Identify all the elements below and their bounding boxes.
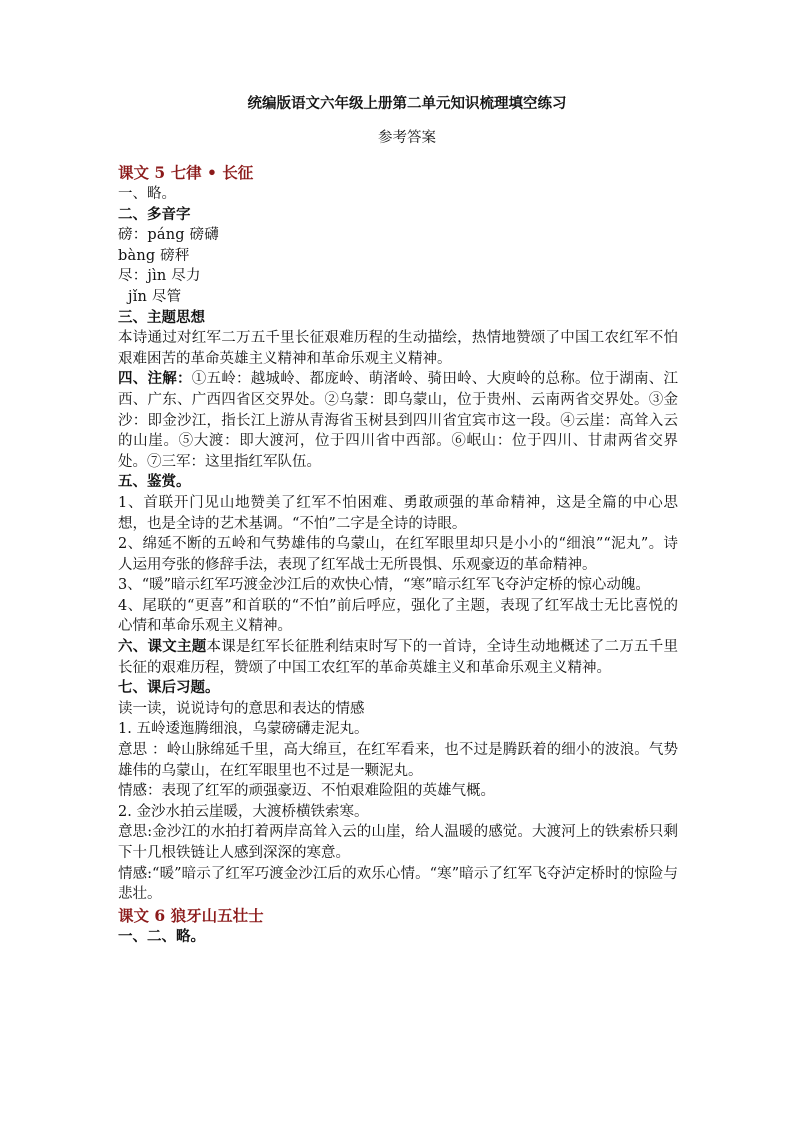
lesson-5-heading: 课文 5 七律 • 长征 bbox=[118, 163, 254, 182]
annotations-label: 四、注解： bbox=[118, 370, 192, 388]
document-title: 统编版语文六年级上册第二单元知识梳理填空练习 bbox=[247, 95, 567, 112]
lesson-5-theme-summary bbox=[118, 637, 678, 678]
lesson-6-section-1: 一、二、略。 bbox=[118, 927, 205, 945]
lesson-5-section-7-heading: 七、课后习题。 bbox=[118, 679, 220, 697]
document-page bbox=[118, 94, 678, 947]
annotations-text: ①五岭：越城岭、都庞岭、萌渚岭、骑田岭、大庾岭的总称。位于湖南、江西、广东、广西四省区交界处。②乌蒙：即乌蒙山，位于贵州、云南两省交界处。③金沙：即金沙江，指长江上游从青海省玉树县到四川省宜宾市这一段。④云崖：高耸入云的山崖。⑤大渡：即大渡河，位于四川省中西部。⑥岷山：位于四川、甘肃两省交界处。⑦三军：这里指红军队伍。 bbox=[118, 371, 678, 470]
lesson-5-section-1: 一、略。 bbox=[118, 186, 176, 202]
appreciation-item-2: 2、绵延不断的五岭和气势雄伟的乌蒙山，在红军眼里却只是小小的“细浪”“泥丸”。诗人运用夸张的修辞手法，表现了红军战士无所畏惧、乐观豪迈的革命精神。 bbox=[118, 536, 678, 573]
exercise-question-1: 1. 五岭逶迤腾细浪，乌蒙磅礴走泥丸。 bbox=[118, 721, 369, 738]
lesson-5-section-2-heading: 二、多音字 bbox=[118, 205, 191, 223]
exercise-2-meaning: 意思:金沙江的水拍打着两岸高耸入云的山崖，给人温暖的感觉。大渡河上的铁索桥只剩下十几根铁链让人感到深深的寒意。 bbox=[118, 824, 678, 861]
exercise-intro: 读一读，说说诗句的意思和表达的情感 bbox=[118, 700, 365, 717]
appreciation-item-3: 3、“暖”暗示红军巧渡金沙江后的欢快心情，“寒”暗示红军飞夺泸定桥的惊心动魄。 bbox=[118, 577, 650, 594]
polyphone-line-1: 磅：páng 磅礴 bbox=[118, 227, 219, 244]
lesson-5-section-3-heading: 三、主题思想 bbox=[118, 308, 205, 326]
appreciation-item-1: 1、首联开门见山地赞美了红军不怕困难、勇敢顽强的革命精神，这是全篇的中心思想，也是全诗的艺术基调。“不怕”二字是全诗的诗眼。 bbox=[118, 494, 678, 532]
exercise-question-2: 2. 金沙水拍云崖暖，大渡桥横铁索寒。 bbox=[118, 803, 369, 820]
theme-summary-text: 本课是红军长征胜利结束时写下的一首诗，全诗生动地概述了二万五千里长征的艰难历程，赞颂了中国工农红军的革命英雄主义和革命乐观主义精神。 bbox=[118, 639, 679, 676]
polyphone-line-3: 尽：jìn 尽力 bbox=[118, 268, 201, 285]
lesson-6-heading: 课文 6 狼牙山五壮士 bbox=[118, 905, 264, 925]
exercise-1-emotion: 情感：表现了红军的顽强豪迈、不怕艰难险阻的英雄气概。 bbox=[118, 783, 495, 800]
exercise-1-meaning: 意思 ：岭山脉绵延千里，高大绵亘，在红军看来，也不过是腾跃着的细小的波浪。气势雄伟的乌蒙山，在红军眼里也不过是一颗泥丸。 bbox=[118, 742, 678, 779]
lesson-5-theme-text: 本诗通过对红军二万五千里长征艰难历程的生动描绘，热情地赞颂了中国工农红军不怕艰难困苦的革命英雄主义精神和革命乐观主义精神。 bbox=[118, 330, 678, 367]
exercise-2-emotion: 情感:“暖”暗示了红军巧渡金沙江后的欢乐心情。“寒”暗示了红军飞夺泸定桥时的惊险与悲壮。 bbox=[118, 865, 678, 903]
theme-summary-label: 六、课文主题 bbox=[118, 638, 207, 656]
appreciation-item-4: 4、尾联的“更喜”和首联的“不怕”前后呼应，强化了主题，表现了红军战士无比喜悦的心情和革命乐观主义精神。 bbox=[118, 597, 678, 635]
document-subtitle: 参考答案 bbox=[378, 130, 436, 146]
polyphone-line-2: bàng 磅秤 bbox=[118, 247, 190, 264]
lesson-5-section-5-heading: 五、鉴赏。 bbox=[118, 473, 191, 491]
lesson-5-annotations bbox=[118, 369, 678, 472]
polyphone-line-4: jǐn 尽管 bbox=[128, 288, 182, 305]
